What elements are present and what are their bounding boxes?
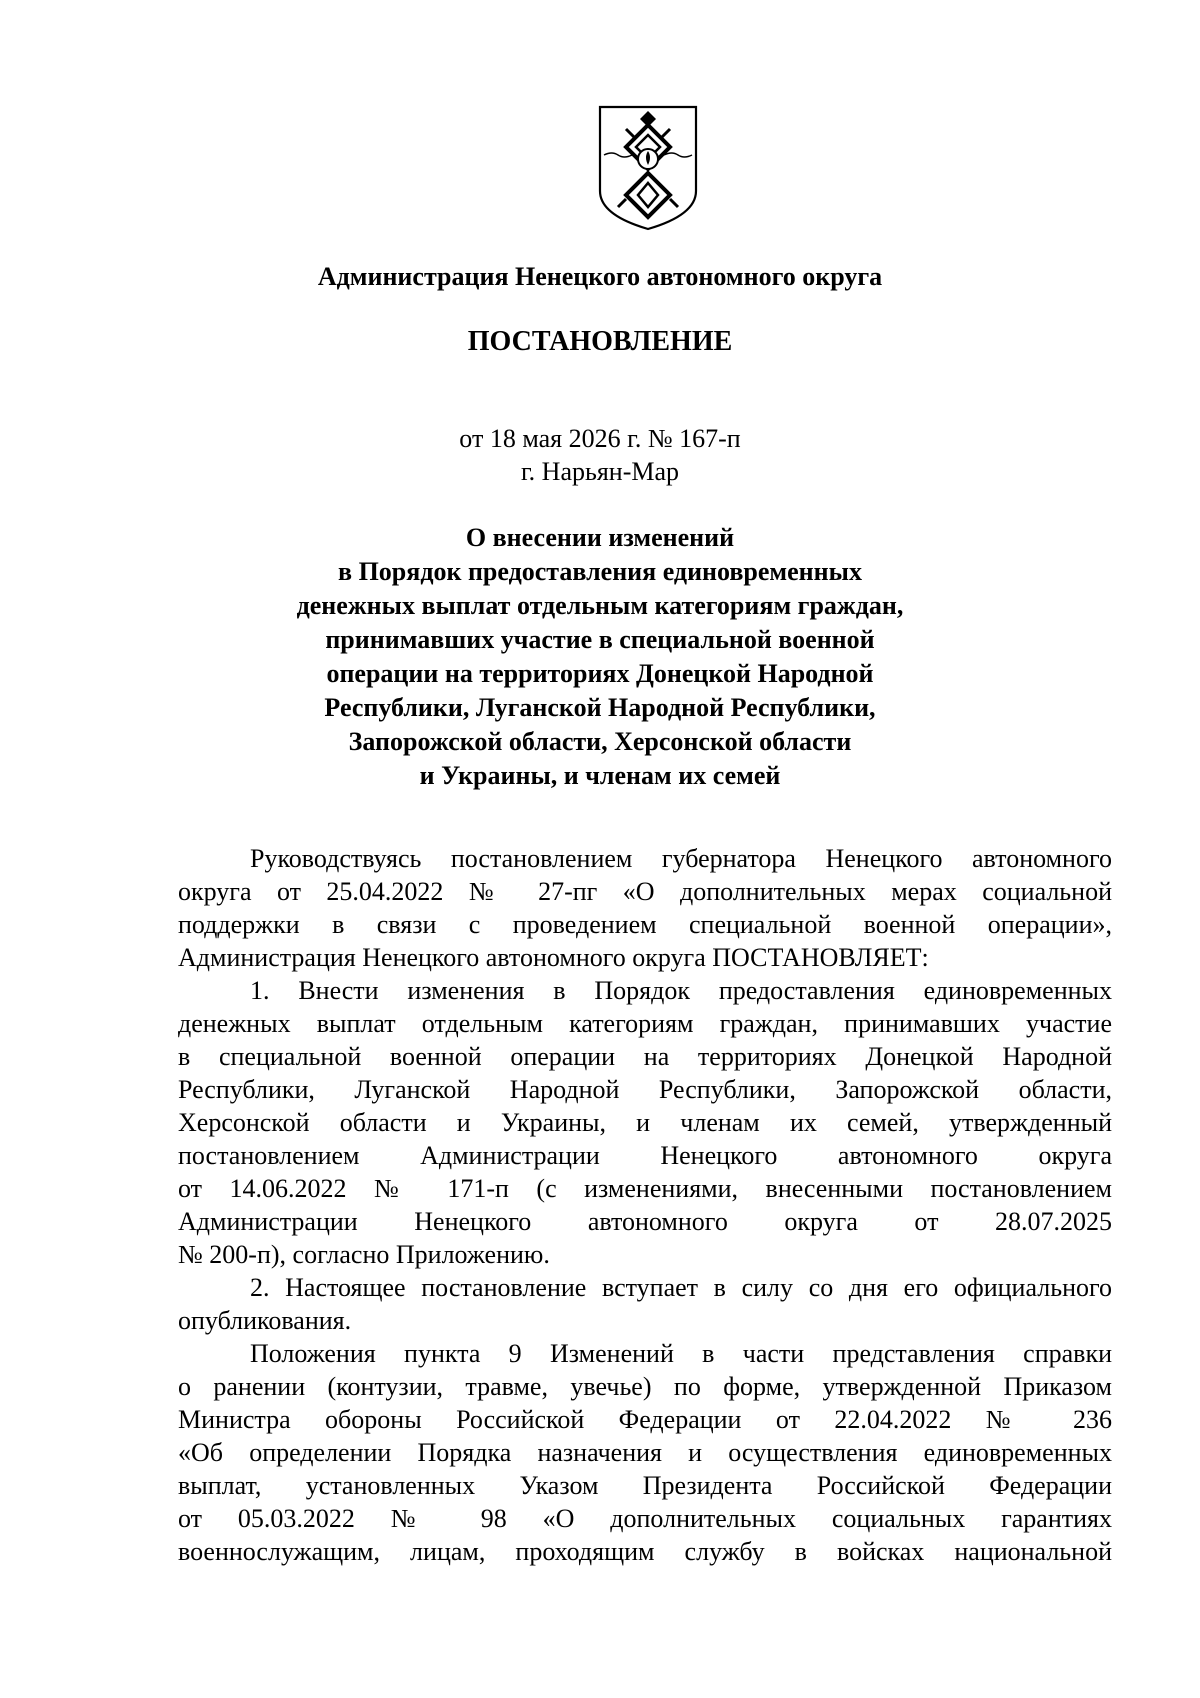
body-line: Республики, Луганской Народной Республики, Запорожской области, [178,1075,1112,1104]
body-line: Руководствуясь постановлением губернатора Ненецкого автономного [250,844,1112,873]
title-line: Запорожской области, Херсонской области [348,727,852,756]
title-line: О внесении изменений [465,523,735,552]
body-line: опубликования. [178,1306,352,1335]
body-line: округа от 25.04.2022 № 27-пг «О дополнительных мерах социальной [178,877,1112,906]
body-line: от 14.06.2022 № 171-п (с изменениями, внесенными постановлением [178,1174,1112,1203]
body-line: № 200-п), согласно Приложению. [178,1240,550,1269]
body-line: денежных выплат отдельным категориям граждан, принимавших участие [178,1009,1112,1038]
body-line: выплат, установленных Указом Президента Российской Федерации [178,1471,1112,1500]
body-line: поддержки в связи с проведением специальной военной операции», [178,910,1112,939]
body-line: Администрация Ненецкого автономного округа ПОСТАНОВЛЯЕТ: [178,943,929,972]
body-line: «Об определении Порядка назначения и осуществления единовременных [178,1438,1112,1467]
document-date-number: от 18 мая 2026 г. № 167-п [459,424,741,453]
document-title [0,521,1200,793]
body-line: Администрации Ненецкого автономного округа от 28.07.2025 [178,1207,1112,1236]
title-line: Республики, Луганской Народной Республики, [324,693,876,722]
title-line: операции на территориях Донецкой Народной [326,659,874,688]
body-line: Министра обороны Российской Федерации от 22.04.2022 № 236 [178,1405,1112,1434]
body-line: 1. Внести изменения в Порядок предоставления единовременных [250,976,1112,1005]
body-line: постановлением Администрации Ненецкого автономного округа [178,1141,1112,1170]
document-type: ПОСТАНОВЛЕНИЕ [467,326,733,357]
body-line: военнослужащим, лицам, проходящим службу в войсках национальной [178,1537,1112,1566]
coat-of-arms-icon [596,103,700,233]
title-line: денежных выплат отдельным категориям граждан, [296,591,904,620]
body-line: в специальной военной операции на территориях Донецкой Народной [178,1042,1112,1071]
title-line: принимавших участие в специальной военной [325,625,875,654]
document-body [178,842,1112,1568]
organization-name: Администрация Ненецкого автономного округа [317,262,883,291]
body-line: от 05.03.2022 № 98 «О дополнительных социальных гарантиях [178,1504,1112,1533]
body-line: о ранении (контузии, травме, увечье) по форме, утвержденной Приказом [178,1372,1112,1401]
body-line: Херсонской области и Украины, и членам их семей, утвержденный [178,1108,1112,1137]
body-line: Положения пункта 9 Изменений в части представления справки [250,1339,1112,1368]
document-city: г. Нарьян-Мар [520,457,680,486]
title-line: в Порядок предоставления единовременных [338,557,862,586]
title-line: и Украины, и членам их семей [419,761,781,790]
body-line: 2. Настоящее постановление вступает в силу со дня его официального [250,1273,1112,1302]
